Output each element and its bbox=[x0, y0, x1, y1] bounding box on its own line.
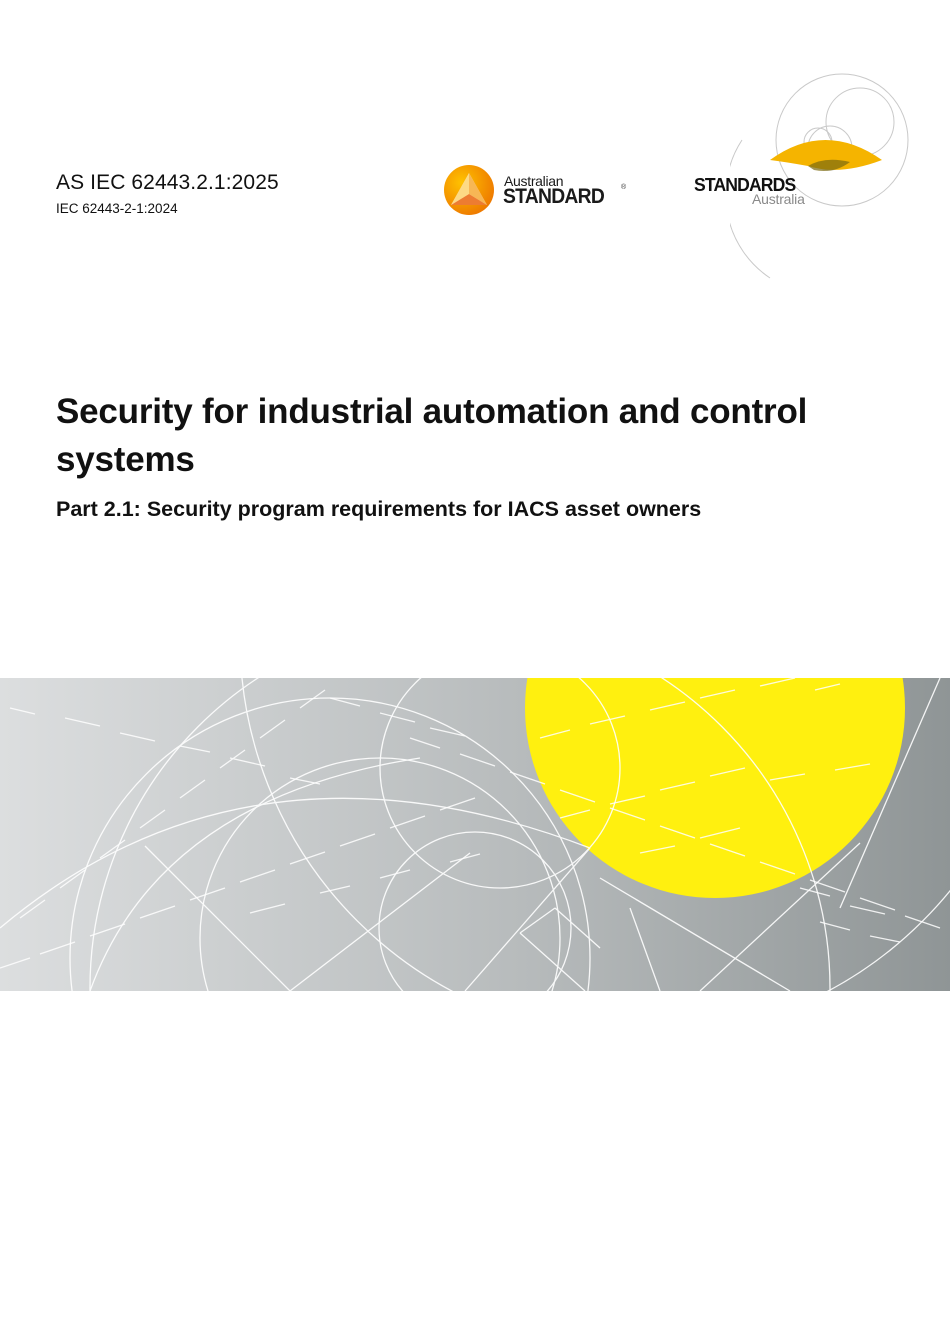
document-part-title: Part 2.1: Security program requirements for IACS asset owners bbox=[56, 497, 702, 521]
standards-australia-word: STANDARDS bbox=[694, 174, 796, 195]
document-title: Security for industrial automation and control systems bbox=[56, 392, 808, 479]
iec-number: IEC 62443-2-1:2024 bbox=[56, 201, 178, 216]
logo-big-text: STANDARD bbox=[503, 185, 605, 208]
cover-banner-graphic bbox=[0, 678, 950, 991]
australian-standard-triangle-icon bbox=[443, 164, 495, 216]
logo-small-text: Australian bbox=[504, 173, 564, 189]
australian-standard-logo bbox=[443, 164, 633, 216]
standard-number: AS IEC 62443.2.1:2025 bbox=[56, 171, 279, 194]
registered-mark: ® bbox=[621, 184, 627, 191]
standards-australia-sub: Australia bbox=[752, 191, 805, 207]
